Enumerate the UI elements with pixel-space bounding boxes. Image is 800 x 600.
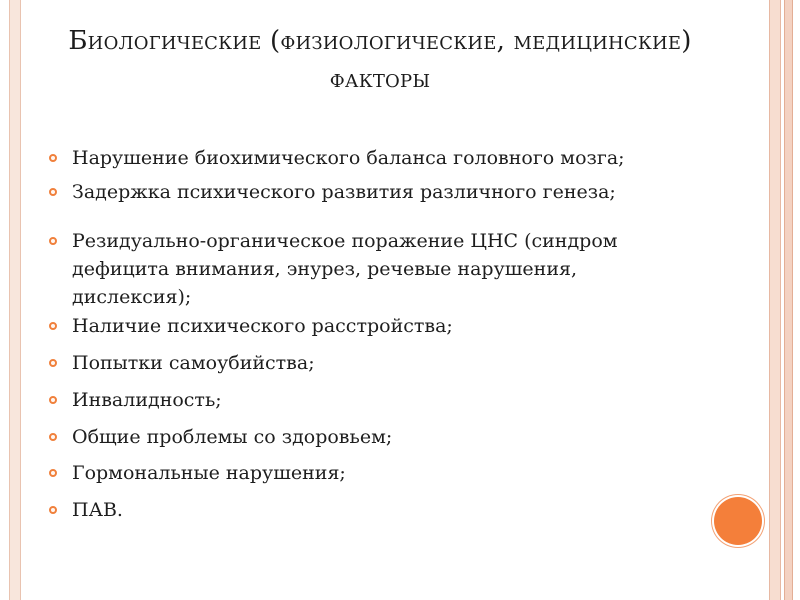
list-item [46, 227, 686, 311]
list-item-text: Гормональные нарушения; [72, 462, 346, 484]
slide-title: Биологические (физиологические, медицинские) факторы [68, 26, 692, 94]
list-item [46, 459, 686, 487]
bullet-circle-icon [49, 188, 57, 196]
list-item [46, 496, 686, 524]
list-item-text: ПАВ. [72, 499, 123, 521]
right-frame-outer-stripe [784, 0, 793, 600]
bullet-circle-icon [49, 359, 57, 367]
bullet-circle-icon [49, 506, 57, 514]
list-item-text: Попытки самоубийства; [72, 352, 315, 374]
right-frame-stripe [769, 0, 781, 600]
list-item-text: Нарушение биохимического баланса головного мозга; [72, 147, 625, 169]
list-item-text: Резидуально-органическое поражение ЦНС (синдром дефицита внимания, энурез, речевые нарушения, дислексия); [72, 230, 618, 308]
list-item [46, 178, 686, 206]
list-item-text: Задержка психического развития различного генеза; [72, 181, 616, 203]
orange-circle-decoration [714, 497, 762, 545]
bullet-circle-icon [49, 322, 57, 330]
bullet-circle-icon [49, 237, 57, 245]
list-item-text: Инвалидность; [72, 389, 222, 411]
list-item [46, 312, 686, 340]
bullet-circle-icon [49, 469, 57, 477]
list-item-text: Наличие психического расстройства; [72, 315, 453, 337]
list-item [46, 386, 686, 414]
bullet-circle-icon [49, 433, 57, 441]
list-item-text: Общие проблемы со здоровьем; [72, 426, 393, 448]
list-item [46, 349, 686, 377]
list-item [46, 423, 686, 451]
bullet-circle-icon [49, 154, 57, 162]
bullet-circle-icon [49, 396, 57, 404]
list-item [46, 144, 686, 172]
left-frame-stripe [9, 0, 21, 600]
